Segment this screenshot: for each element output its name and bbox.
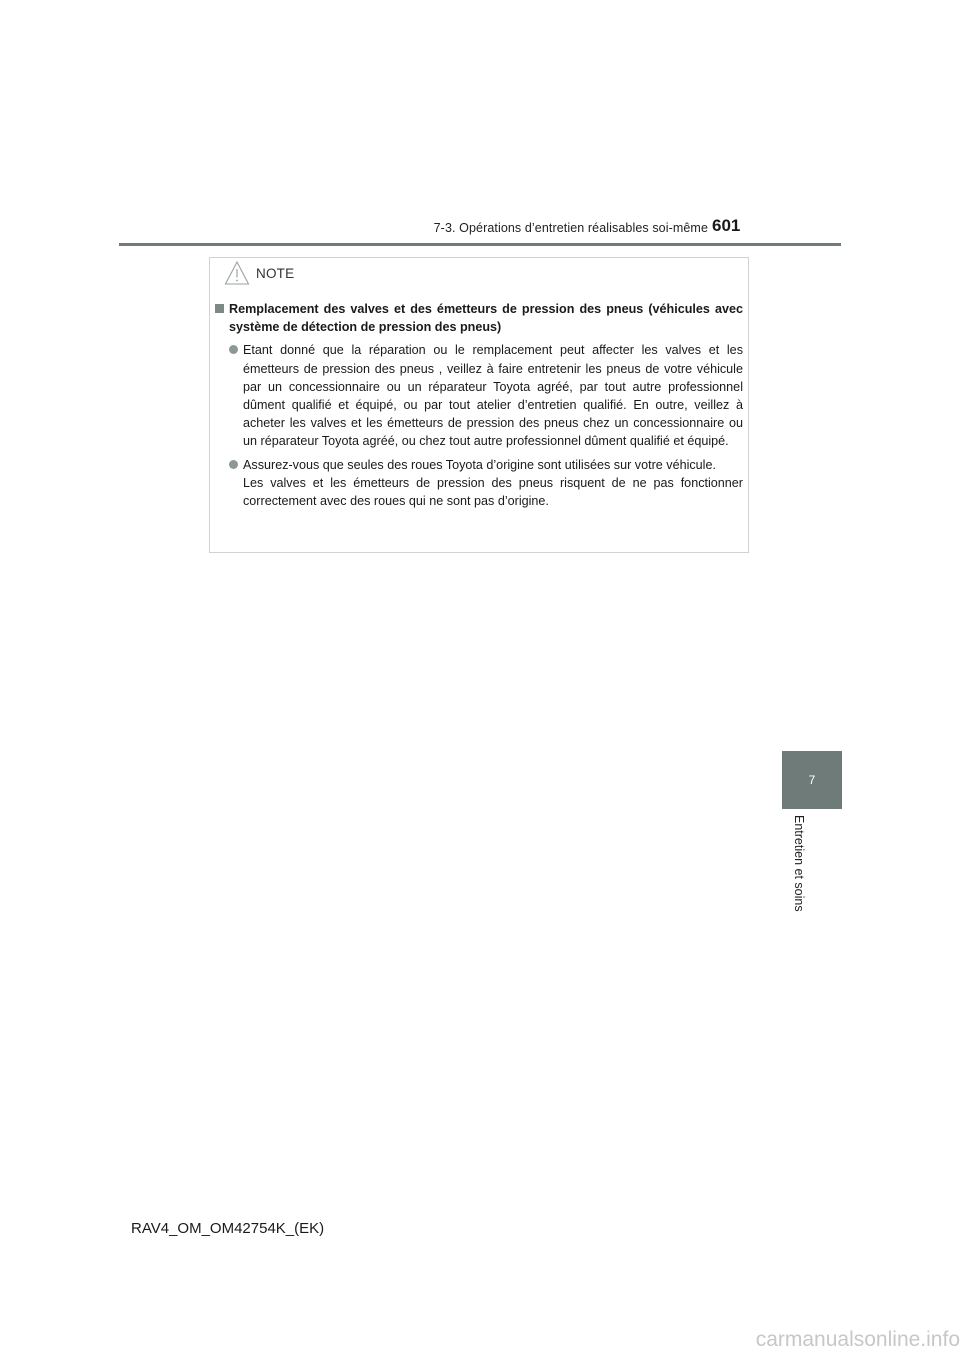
heading-text: Remplacement des valves et des émetteurs de pression des pneus (véhicules avec système de détection de pression des pneus) bbox=[229, 302, 743, 335]
document-code: RAV4_OM_OM42754K_(EK) bbox=[131, 1220, 325, 1237]
note-title: NOTE bbox=[256, 265, 295, 281]
chapter-title-vertical: Entretien et soins bbox=[792, 815, 806, 912]
note-section-heading bbox=[215, 300, 743, 336]
note-body bbox=[215, 300, 743, 510]
item-paragraph: Etant donné que la réparation ou le remplacement peut affecter les valves et les émetteurs de pression des pneus , veillez à faire entretenir les pneus de votre véhicule par un concessionnaire ou un réparateur Toyota agréé, par tout autre professionnel dûment qualifié et équipé, ou par tout atelier d’entretien qualifié. En outre, veillez à acheter les valves et les émetteurs de pression des pneus chez un concessionnaire ou un réparateur Toyota agréé, ou chez tout autre professionnel dûment qualifié et équipé. bbox=[243, 343, 743, 449]
page-number: 601 bbox=[712, 216, 741, 235]
watermark: carmanualsonline.info bbox=[755, 1328, 960, 1351]
round-bullet-icon bbox=[229, 345, 238, 354]
note-box bbox=[209, 257, 749, 553]
item-paragraph: Assurez-vous que seules des roues Toyota d’origine sont utilisées sur votre véhicule. bbox=[243, 457, 716, 472]
chapter-tab: 7 bbox=[782, 751, 842, 809]
warning-triangle-icon bbox=[224, 260, 250, 286]
round-bullet-icon bbox=[229, 460, 238, 469]
square-bullet-icon bbox=[215, 304, 224, 313]
bullet-item bbox=[215, 456, 743, 511]
header-divider bbox=[119, 243, 841, 246]
section-title: 7-3. Opérations d’entretien réalisables soi-même bbox=[433, 221, 708, 235]
item-paragraph: Les valves et les émetteurs de pression des pneus risquent de ne pas fonctionner correctement avec des roues qui ne sont pas d’origine. bbox=[243, 475, 743, 509]
note-header bbox=[224, 260, 294, 286]
bullet-item bbox=[215, 341, 743, 450]
